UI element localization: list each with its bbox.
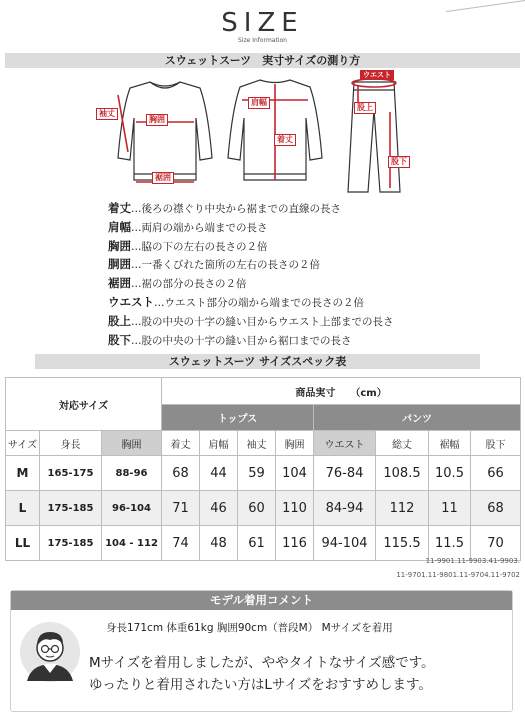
supported-size-header: 対応サイズ (6, 378, 162, 431)
column-header: 裾幅 (429, 431, 471, 456)
column-header: 総丈 (376, 431, 429, 456)
hem-label: 裾囲 (152, 172, 174, 184)
definition-row: 肩幅…両肩の端から端までの長さ (108, 219, 268, 234)
column-header: 股下 (471, 431, 521, 456)
column-header: 袖丈 (238, 431, 276, 456)
product-codes-line-1: 11-9901.11-9903.41-9903. (425, 557, 520, 565)
definition-row: 股上…股の中央の十字の縫い目からウエスト上部までの長さ (108, 313, 394, 328)
waist-label: ウエスト (360, 70, 394, 80)
column-header: 着丈 (162, 431, 200, 456)
sleeve-label: 袖丈 (96, 108, 118, 120)
measurement-diagram (90, 70, 430, 200)
model-comment-line-2: ゆったりと着用されたい方はLサイズをおすすめします。 (89, 677, 432, 693)
column-header: 肩幅 (200, 431, 238, 456)
pants-header: パンツ (314, 405, 521, 431)
page-title: SIZE (221, 8, 304, 38)
model-stats: 身長171cm 体重61kg 胸囲90cm（普段M） Mサイズを着用 (106, 622, 393, 634)
model-comment-box (10, 590, 513, 712)
size-spec-table (5, 377, 521, 561)
table-row: LL 175-185 104 - 112 74 48 61 116 94-104 115.5 11.5 70 (6, 526, 521, 561)
column-header: 胸囲 (102, 431, 162, 456)
column-header: 胸囲 (276, 431, 314, 456)
definition-row: 股下…股の中央の十字の縫い目から裾口までの長さ (108, 332, 352, 347)
definition-row: 胴囲…一番くびれた箇所の左右の長さの２倍 (108, 257, 320, 272)
shoulder-label: 肩幅 (248, 97, 270, 109)
column-header: ウエスト (314, 431, 376, 456)
model-comment-heading: モデル着用コメント (11, 591, 512, 610)
tops-header: トップス (162, 405, 314, 431)
model-avatar-icon (19, 619, 81, 685)
length-label: 着丈 (274, 134, 296, 146)
page-subtitle: Size Information (238, 37, 287, 44)
column-header: サイズ (6, 431, 40, 456)
measurement-definitions (108, 200, 468, 350)
garment-illustrations (90, 70, 430, 200)
column-header: 身長 (40, 431, 102, 456)
product-codes-line-2: 11-9701.11-9801.11-9704.11-9702 (396, 571, 520, 579)
definition-row: 胸囲…脇の下の左右の長さの２倍 (108, 238, 268, 253)
rise-label: 股上 (354, 102, 376, 114)
front-sweatshirt-illustration (118, 82, 212, 180)
actual-size-header: 商品実寸 （cm） (162, 378, 521, 405)
definition-row: ウエスト…ウエスト部分の端から端までの長さの２倍 (108, 294, 364, 309)
model-comment-line-1: Mサイズを着用しましたが、ややタイトなサイズ感です。 (89, 655, 435, 671)
inseam-label: 股下 (388, 156, 410, 168)
table-row: L 175-185 96-104 71 46 60 110 84-94 112 11 68 (6, 491, 521, 526)
table-row: M 165-175 88-96 68 44 59 104 76-84 108.5 10.5 66 (6, 456, 521, 491)
spec-section-title: スウェットスーツ サイズスペック表 (35, 354, 480, 369)
definition-row: 裾囲…裾の部分の長さの２倍 (108, 276, 247, 291)
definition-row: 着丈…後ろの襟ぐり中央から裾までの直線の長さ (108, 201, 341, 215)
chest-label: 胸囲 (146, 114, 168, 126)
measure-section-title: スウェットスーツ 実寸サイズの測り方 (5, 53, 520, 68)
pants-illustration (348, 82, 400, 192)
